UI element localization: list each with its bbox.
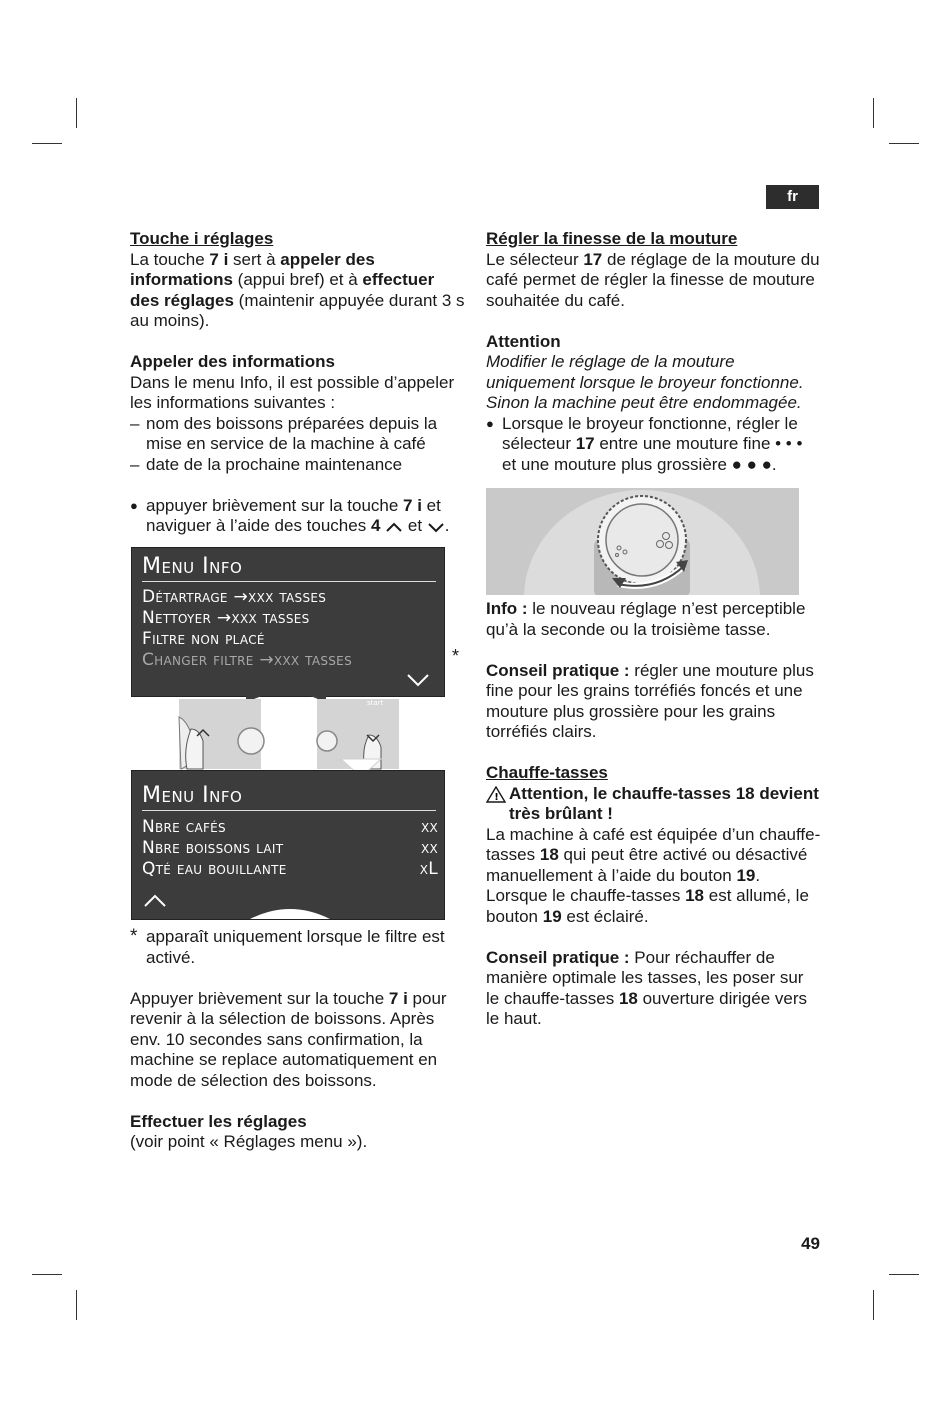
- section-title-appeler: Appeler des informations: [130, 352, 335, 371]
- lcd-row: Qté eau bouillante: [142, 859, 287, 879]
- lcd-title: Menu Info: [142, 554, 243, 579]
- lcd-row: Nettoyer →xxx tasses: [142, 608, 310, 628]
- left-column-lower: [130, 927, 460, 1153]
- list-item: – nom des boissons préparées depuis la mise en service de la machine à café: [130, 414, 465, 455]
- attention-text: Modifier le réglage de la mouture uniquement lorsque le broyeur fonctionne. Sinon la machine peut être endommagée.: [486, 352, 804, 412]
- crop-mark: [76, 1290, 77, 1320]
- svg-text:!: !: [494, 791, 499, 803]
- lcd-row: Nbre boissons lait: [142, 838, 284, 858]
- paragraph-return: Appuyer brièvement sur la touche 7 i pour revenir à la sélection de boissons. Après env. 10 secondes sans confirmation, la machine se replace automatiquement en mode de sélection des boissons.: [130, 988, 447, 1090]
- lcd-row: Nbre cafés: [142, 817, 226, 837]
- lcd-divider: [142, 581, 436, 582]
- warning-text: ! Attention, le chauffe-tasses 18 devient très brûlant !: [486, 784, 821, 825]
- section-title-chauffe-tasses: Chauffe-tasses: [486, 763, 608, 782]
- control-panel-illustration: [131, 689, 443, 779]
- lcd-row-dimmed: Changer filtre →xxx tasses: [142, 650, 352, 670]
- crop-mark: [76, 98, 77, 128]
- crop-mark: [889, 143, 919, 144]
- page-number: 49: [801, 1234, 820, 1253]
- crop-mark: [873, 98, 874, 128]
- list-item: – date de la prochaine maintenance: [130, 455, 465, 476]
- lcd-row: Détartrage →xxx tasses: [142, 587, 327, 607]
- lcd-title: Menu Info: [142, 783, 243, 808]
- info-list: [130, 414, 465, 476]
- info-paragraph: Info : le nouveau réglage n’est perceptible qu’à la seconde ou la troisième tasse.: [486, 599, 806, 639]
- section-title-reglages: Effectuer les réglages: [130, 1111, 307, 1131]
- display-notch: [250, 907, 330, 919]
- conseil-paragraph-1: Conseil pratique : régler une mouture plus fine pour les grains torréfiés foncés et une mouture plus grossière pour les grains torréfiés clairs.: [486, 660, 814, 741]
- lcd-divider: [142, 810, 436, 811]
- crop-mark: [32, 1274, 62, 1275]
- chevron-down-icon: [427, 521, 445, 533]
- chevron-up-icon: [385, 521, 403, 533]
- lcd-row-value: xL: [419, 859, 438, 879]
- lcd-row-value: xx: [420, 817, 438, 837]
- attention-title: Attention: [486, 331, 561, 351]
- section-title-mouture: Régler la finesse de la mouture: [486, 229, 738, 248]
- bullet-mouture: ● Lorsque le broyeur fonctionne, régler le sélecteur 17 entre une mouture fine • • • et une mouture plus grossière ● ● ●.: [486, 414, 821, 476]
- crop-mark: [873, 1290, 874, 1320]
- paragraph-chauffe-tasses: La machine à café est équipée d’un chauffe-tasses 18 qui peut être activé ou désactivé manuellement à l’aide du bouton 19. Lorsque le chauffe-tasses 18 est allumé, le bouton 19 est éclairé.: [486, 824, 821, 926]
- paragraph-appeler-intro: Dans le menu Info, il est possible d’appeler les informations suivantes :: [130, 372, 455, 412]
- chevron-up-icon: [142, 893, 168, 909]
- right-column-lower: [486, 599, 821, 1030]
- language-badge: fr: [766, 185, 819, 209]
- lcd-menu-info-1: [131, 547, 445, 697]
- right-column: [486, 229, 821, 475]
- footnote-asterisk: *: [452, 646, 460, 666]
- svg-text:start: start: [367, 699, 384, 707]
- left-column: [130, 229, 465, 537]
- warning-icon: [486, 786, 506, 803]
- lcd-menu-info-2: [131, 770, 445, 920]
- lcd-row: Filtre non placé: [142, 629, 265, 649]
- footnote: * apparaît uniquement lorsque le filtre est activé.: [130, 926, 445, 967]
- paragraph-reglages: (voir point « Réglages menu »).: [130, 1132, 368, 1151]
- chevron-down-icon: [405, 672, 431, 688]
- lcd-row-value: xx: [420, 838, 438, 858]
- conseil-paragraph-2: Conseil pratique : Pour réchauffer de manière optimale les tasses, les poser sur le chauffe-tasses 18 ouverture dirigée vers le haut.: [486, 947, 807, 1028]
- bullet-navigate: ● appuyer brièvement sur la touche 7 i et naviguer à l’aide des touches 4 et .: [130, 496, 465, 537]
- paragraph-mouture: Le sélecteur 17 de réglage de la mouture du café permet de régler la finesse de mouture souhaitée du café.: [486, 249, 820, 310]
- crop-mark: [889, 1274, 919, 1275]
- section-title-touche-i: Touche i réglages: [130, 229, 274, 248]
- paragraph-touche-i: La touche 7 i sert à appeler des informations (appui bref) et à effectuer des réglages (maintenir appuyée durant 3 s au moins).: [130, 249, 465, 330]
- grinder-dial-illustration: [486, 488, 799, 595]
- crop-mark: [32, 143, 62, 144]
